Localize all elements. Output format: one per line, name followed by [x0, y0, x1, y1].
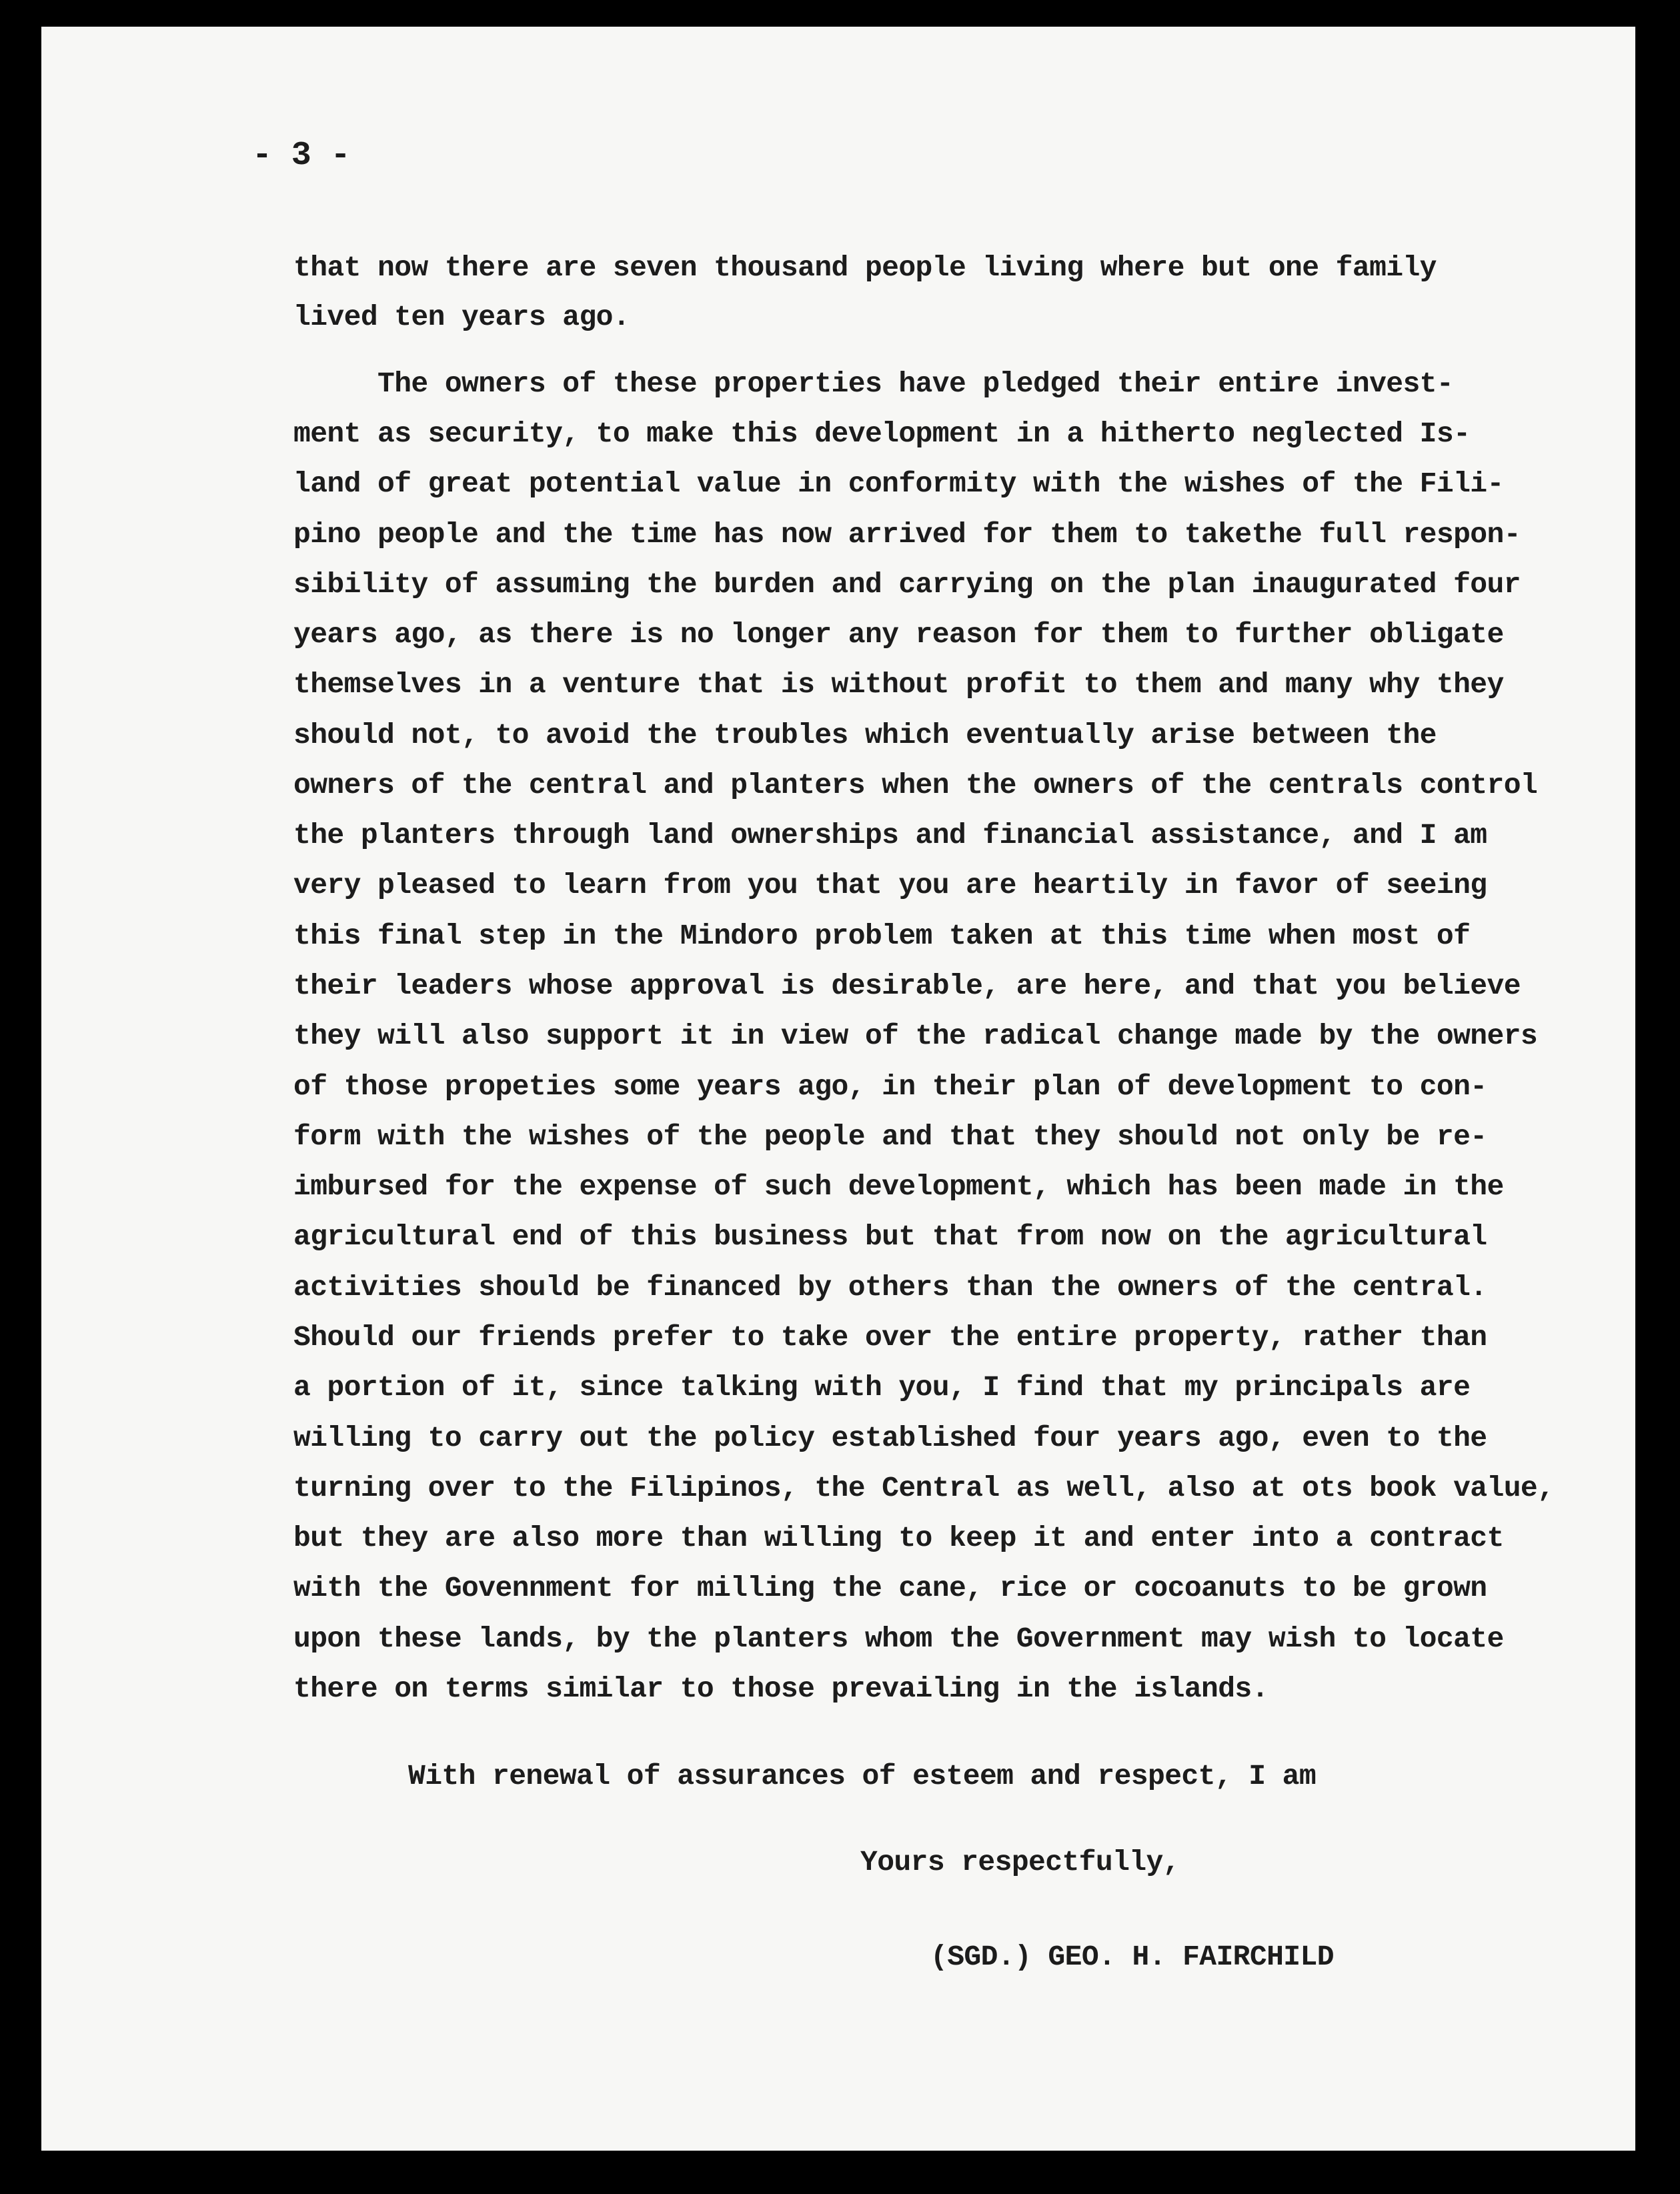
text-line: willing to carry out the policy established four years ago, even to the: [293, 1422, 1487, 1454]
text-line: land of great potential value in conformity with the wishes of the Fili-: [293, 467, 1504, 500]
text-line: themselves in a venture that is without profit to them and many why they: [293, 668, 1504, 701]
text-line: years ago, as there is no longer any reason for them to further obligate: [293, 618, 1504, 651]
text-line: they will also support it in view of the radical change made by the owners: [293, 1020, 1538, 1052]
text-line: should not, to avoid the troubles which eventually arise between the: [293, 719, 1437, 752]
text-line: activities should be financed by others than the owners of the central.: [293, 1271, 1487, 1304]
text-line: upon these lands, by the planters whom the Government may wish to locate: [293, 1622, 1504, 1655]
text-line: lived ten years ago.: [293, 301, 630, 333]
text-line: turning over to the Filipinos, the Central as well, also at ots book value,: [293, 1472, 1555, 1504]
text-line: sibility of assuming the burden and carrying on the plan inaugurated four: [293, 568, 1521, 601]
signature-block: (SGD.) GEO. H. FAIRCHILD: [930, 1941, 1334, 1973]
text-line: imbursed for the expense of such development, which has been made in the: [293, 1170, 1504, 1203]
text-line: with the Govennment for milling the cane, rice or cocoanuts to be grown: [293, 1572, 1487, 1604]
complimentary-close: Yours respectfully,: [860, 1846, 1180, 1879]
text-line: there on terms similar to those prevailing in the islands.: [293, 1673, 1269, 1705]
text-line: that now there are seven thousand people living where but one family: [293, 251, 1437, 284]
text-line: of those propeties some years ago, in their plan of development to con-: [293, 1070, 1487, 1103]
text-line: ment as security, to make this development in a hitherto neglected Is-: [293, 417, 1471, 450]
text-line: form with the wishes of the people and that they should not only be re-: [293, 1120, 1487, 1153]
text-line: the planters through land ownerships and financial assistance, and I am: [293, 819, 1487, 852]
text-line: this final step in the Mindoro problem taken at this time when most of: [293, 920, 1471, 952]
text-line: agricultural end of this business but that from now on the agricultural: [293, 1220, 1487, 1253]
text-line: The owners of these properties have pledged their entire invest-: [293, 367, 1454, 400]
text-line: their leaders whose approval is desirable, are here, and that you believe: [293, 970, 1521, 1002]
text-line: pino people and the time has now arrived for them to takethe full respon-: [293, 518, 1521, 551]
text-line: but they are also more than willing to keep it and enter into a contract: [293, 1522, 1504, 1554]
text-line: owners of the central and planters when the owners of the centrals control: [293, 769, 1538, 802]
page-number: - 3 -: [252, 137, 351, 175]
text-line: very pleased to learn from you that you are heartily in favor of seeing: [293, 869, 1487, 902]
text-line: Should our friends prefer to take over the entire property, rather than: [293, 1321, 1487, 1354]
closing-line: With renewal of assurances of esteem and respect, I am: [408, 1760, 1317, 1793]
text-line: a portion of it, since talking with you, I find that my principals are: [293, 1371, 1471, 1404]
